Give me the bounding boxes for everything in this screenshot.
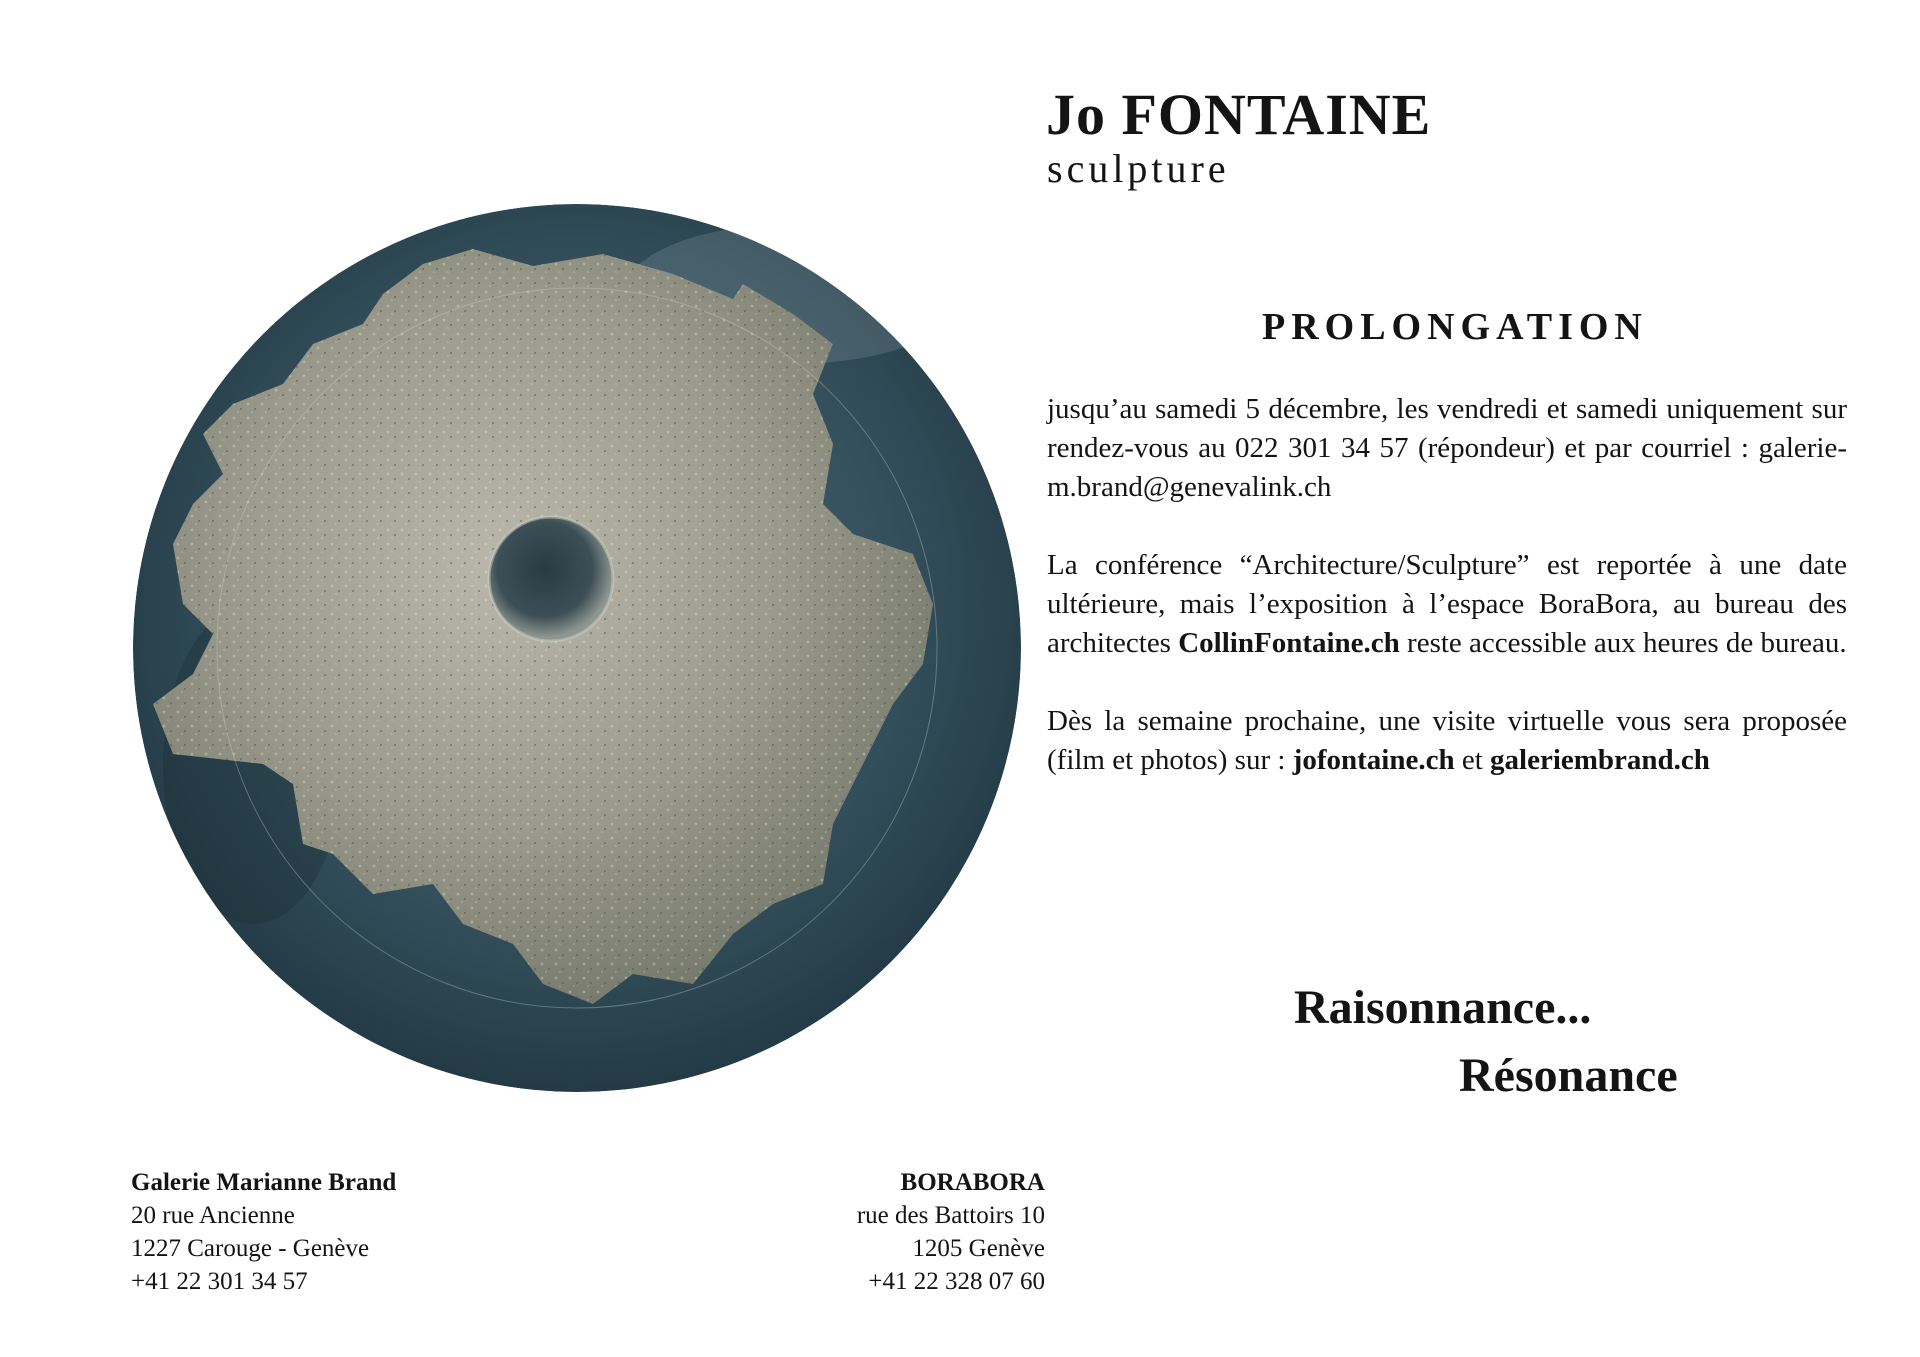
notice-body bbox=[1047, 390, 1847, 819]
artist-first-name: Jo bbox=[1046, 82, 1106, 147]
borabora-phone: +41 22 328 07 60 bbox=[868, 1268, 1045, 1295]
borabora-name: BORABORA bbox=[900, 1169, 1045, 1196]
notice-paragraph-dates: jusqu’au samedi 5 décembre, les vendredi et samedi uniquement sur rendez-vous au 022 301 34 57 (répondeur) et par courriel : galerie-m.brand@genevalink.ch bbox=[1047, 393, 1847, 503]
gallery-address bbox=[131, 1166, 396, 1298]
sculpture-photo bbox=[133, 204, 1021, 1092]
notice-title: PROLONGATION bbox=[1262, 306, 1648, 348]
notice-paragraph-conference: La conférence “Architecture/Sculpture” est reportée à une date ultérieure, mais l’exposition à l’espace BoraBora, au bureau des architectes CollinFontaine.ch reste accessible aux heures de bureau. bbox=[1047, 549, 1847, 659]
gallery-street: 20 rue Ancienne bbox=[131, 1202, 295, 1229]
tagline-raisonnance: Raisonnance... bbox=[1294, 981, 1592, 1034]
collinfontaine-link[interactable]: CollinFontaine.ch bbox=[1178, 627, 1400, 659]
gallery-phone: +41 22 301 34 57 bbox=[131, 1268, 308, 1295]
gallery-name: Galerie Marianne Brand bbox=[131, 1169, 397, 1196]
galeriembrand-link[interactable]: galeriembrand.ch bbox=[1490, 744, 1710, 776]
artist-discipline: sculpture bbox=[1047, 146, 1230, 191]
borabora-address bbox=[857, 1166, 1045, 1298]
gallery-city: 1227 Carouge - Genève bbox=[131, 1235, 370, 1262]
artist-last-name: FONTAINE bbox=[1121, 82, 1432, 147]
tagline-resonance: Résonance bbox=[1459, 1049, 1678, 1102]
notice-paragraph-virtual-visit: Dès la semaine prochaine, une visite virtuelle vous sera proposée (film et photos) sur : jofontaine.ch et galeriembrand.ch bbox=[1047, 705, 1847, 776]
borabora-street: rue des Battoirs 10 bbox=[856, 1202, 1045, 1229]
jofontaine-link[interactable]: jofontaine.ch bbox=[1292, 744, 1455, 776]
borabora-city: 1205 Genève bbox=[912, 1235, 1045, 1262]
artist-name bbox=[1046, 82, 1431, 148]
